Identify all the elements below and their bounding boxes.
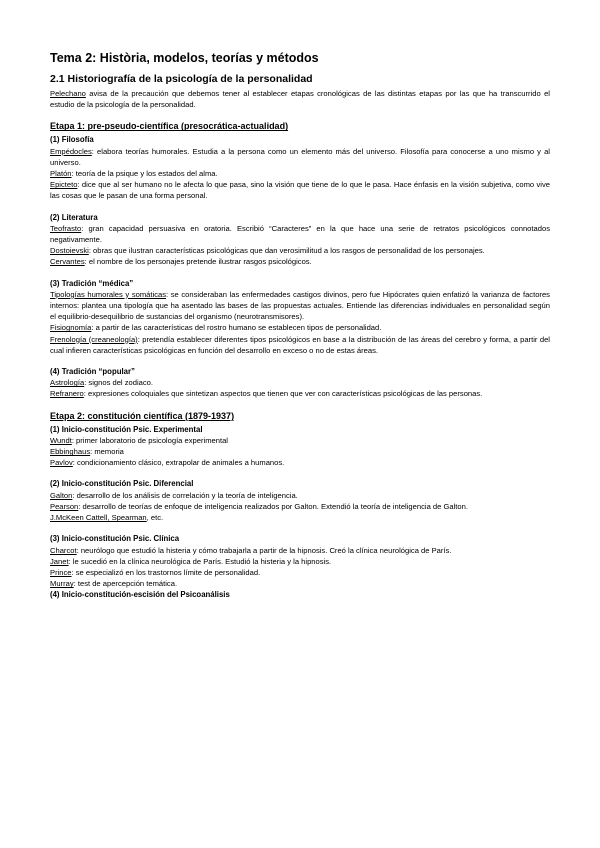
- intro-paragraph: [50, 88, 550, 110]
- list-item: [50, 435, 550, 446]
- term: Prince: [50, 567, 72, 577]
- term: Frenología (creaneología): [50, 334, 138, 344]
- list-item: [50, 322, 550, 333]
- term: Tipologías humorales y somáticas: [50, 289, 167, 299]
- subsection-title: (4) Inicio-constitución-escisión del Psicoanálisis: [50, 590, 230, 600]
- list-item: [50, 289, 550, 323]
- term-description: : neurólogo que estudió la histeria y cómo trabajarla a partir de la hipnosis. Creó la clínica neurológica de París.: [76, 545, 452, 555]
- subsection-title: (1) Inicio-constitución Psic. Experimental: [50, 424, 203, 434]
- term: Janet: [50, 556, 69, 566]
- list-item: [50, 245, 550, 256]
- term: Charcot: [50, 545, 77, 555]
- list-item: [50, 501, 550, 512]
- term: Pelechano: [50, 89, 86, 98]
- subsection-title: (3) Tradición “médica”: [50, 278, 134, 288]
- term: Dostoievski: [50, 246, 89, 256]
- list-item: [50, 556, 550, 567]
- term: J.McKeen Cattell, Spearman: [50, 513, 147, 523]
- term: Pavlov: [50, 458, 73, 468]
- term: Astrología: [50, 378, 85, 388]
- list-item: [50, 377, 550, 388]
- term: Fisiognomía: [50, 323, 92, 333]
- list-item: [50, 146, 550, 168]
- list-item: [50, 567, 550, 578]
- subsection-title: (2) Inicio-constitución Psic. Diferencial: [50, 479, 194, 489]
- document-page: [50, 50, 550, 601]
- term-description: : primer laboratorio de psicología experimental: [71, 435, 228, 445]
- section-heading: 2.1 Historiografía de la psicología de la personalidad: [50, 73, 313, 85]
- term-description: : expresiones coloquiales que sintetizan aspectos que tienen que ver con características psicológicas de las personas.: [83, 389, 483, 399]
- list-item: [50, 446, 550, 457]
- list-item: [50, 545, 550, 556]
- term: Teofrasto: [50, 223, 82, 233]
- term-description: avisa de la precaución que debemos tener al establecer etapas cronológicas de las distintas etapas por las que ha transcurrido el estudio de la psicología de la personalidad.: [50, 89, 550, 110]
- term-description: : le sucedió en la clínica neurológica de París. Estudió la histeria y la hipnosis.: [68, 556, 332, 566]
- term: Platón: [50, 169, 72, 179]
- term: Pearson: [50, 501, 79, 511]
- list-item: [50, 388, 550, 399]
- term-description: : test de apercepción temática.: [73, 579, 178, 589]
- subsection-title: (3) Inicio-constitución Psic. Clínica: [50, 534, 180, 544]
- term-description: : a partir de las características del rostro humano se establecen tipos de personalidad.: [91, 323, 382, 333]
- list-item: [50, 256, 550, 267]
- term: Ebbinghaus: [50, 447, 91, 457]
- term: Empédocles: [50, 146, 92, 156]
- term-description: : desarrollo de los análisis de correlación y la teoría de inteligencia.: [72, 490, 298, 500]
- term-description: : signos del zodiaco.: [84, 378, 154, 388]
- term-description: : desarrollo de teorías de enfoque de inteligencia realizados por Galton. Extendió la teoría de inteligencia de Galton.: [78, 501, 468, 511]
- term: Cervantes: [50, 257, 85, 267]
- term-description: : el nombre de los personajes pretende ilustrar rasgos psicológicos.: [84, 257, 312, 267]
- term-description: : condicionamiento clásico, extrapolar de animales a humanos.: [72, 458, 285, 468]
- stage-2-heading: Etapa 2: constitución científica (1879-1937): [50, 410, 235, 421]
- term-description: : memoria: [90, 447, 124, 457]
- list-item: [50, 578, 550, 589]
- list-item: [50, 512, 550, 523]
- term: Murray: [50, 579, 74, 589]
- term: Wundt: [50, 435, 72, 445]
- term-description: : obras que ilustran características psicológicas que dan verosimilitud a los rasgos de personalidad de los personajes.: [88, 246, 485, 256]
- stage-1-heading: Etapa 1: pre-pseudo-científica (presocrática-actualidad): [50, 121, 289, 132]
- document-title: Tema 2: Història, modelos, teorías y métodos: [50, 51, 319, 65]
- term-description: : dice que al ser humano no le afecta lo que pasa, sino la visión que tiene de lo que le pasa. Hace énfasis en la visión subjetiva, como vive las cosas que le pasan de una forma personal.: [50, 180, 550, 201]
- term-description: : teoría de la psique y los estados del alma.: [71, 169, 218, 179]
- subsection-title: (4) Tradición “popular”: [50, 367, 135, 377]
- subsection-title: (1) Filosofía: [50, 135, 94, 145]
- term-description: : pretendía establecer diferentes tipos psicológicos en base a la distribución de las áreas del cerebro y forma, a partir del cual infieren características psicológicas en función del desarrollo en exceso o no de estas áreas.: [50, 334, 550, 355]
- term-description: : elabora teorías humorales. Estudia a la persona como un elemento más del universo. Filosofía para conocerse a uno mismo y al universo.: [50, 146, 550, 167]
- term-description: : se consideraban las enfermedades castigos divinos, pero fue Hipócrates quien enfatizó la varianza de factores internos: plantea una tipología que ha asentado las bases de las propuestas actuales. Entiende las diferencias individuales en personalidad según el equilibrio-desequilibrio de sustancias del organismo (neurotransmisores).: [50, 289, 550, 322]
- list-item: [50, 334, 550, 356]
- list-item: [50, 179, 550, 201]
- term: Galton: [50, 490, 73, 500]
- term-description: : se especializó en los trastornos límite de personalidad.: [71, 567, 261, 577]
- term-description: : gran capacidad persuasiva en oratoria. Escribió “Caracteres” en la que hace una serie de retratos psicológicos connotados negativamente.: [50, 223, 550, 245]
- list-item: [50, 490, 550, 501]
- term: Refranero: [50, 389, 84, 399]
- subsection-title: (2) Literatura: [50, 212, 98, 222]
- term: Epicteto: [50, 180, 78, 190]
- list-item: [50, 457, 550, 468]
- list-item: [50, 223, 550, 245]
- list-item: [50, 168, 550, 179]
- term-description: , etc.: [146, 513, 164, 523]
